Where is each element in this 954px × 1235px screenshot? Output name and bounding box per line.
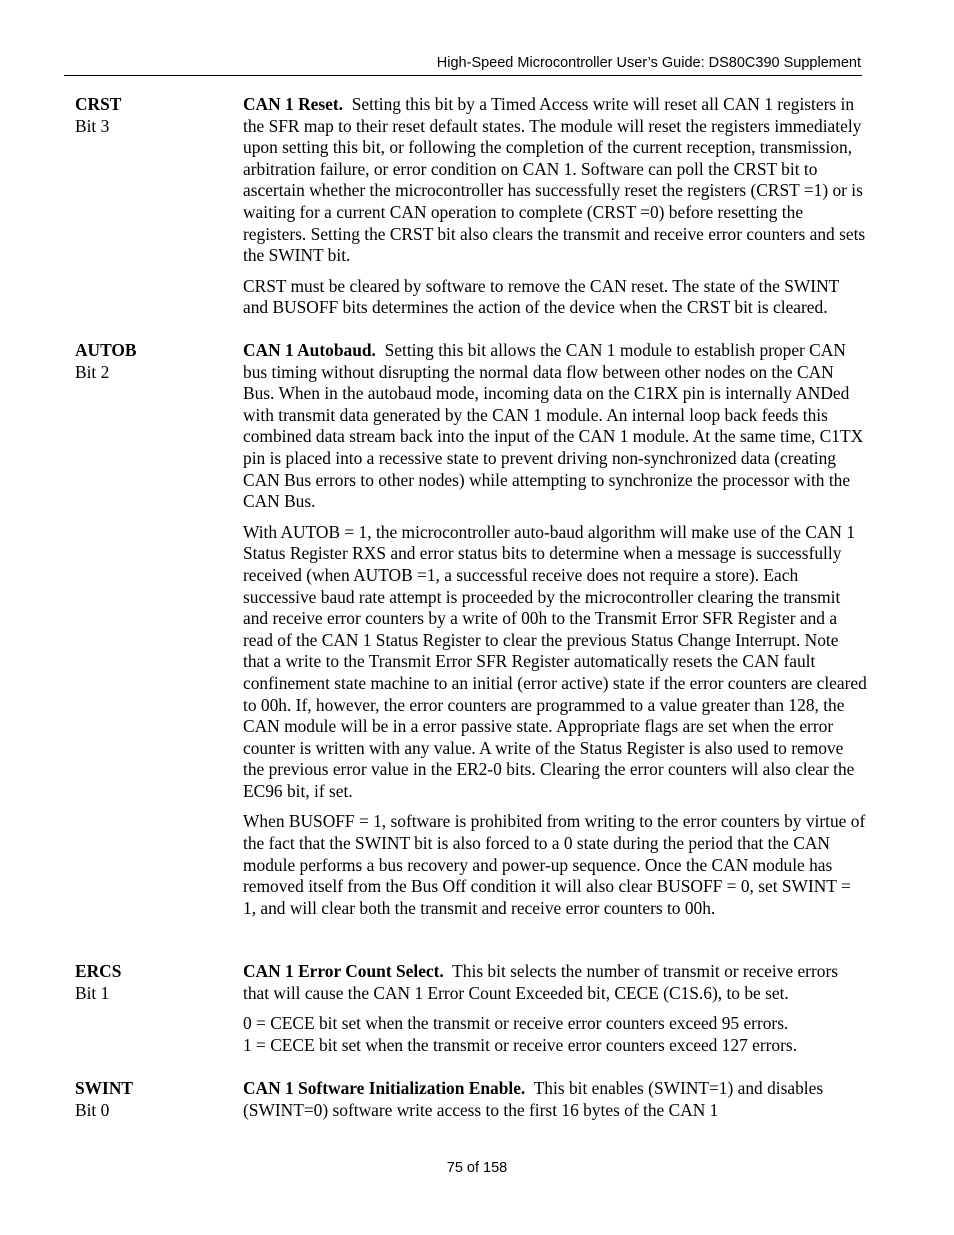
paragraph-text: This bit enables (SWINT=1) and disables (SWINT=0) software write access to the first 16 bytes of the CAN 1 [243, 1078, 824, 1120]
page-header-title: High-Speed Microcontroller User’s Guide: DS80C390 Supplement [436, 55, 861, 71]
bit-name: SWINT [75, 1078, 133, 1098]
bit-position: Bit 2 [75, 361, 110, 382]
description-lead: CAN 1 Reset. [243, 94, 343, 114]
bit-name: CRST [75, 94, 122, 114]
bit-term [75, 340, 225, 383]
bit-position: Bit 3 [75, 115, 110, 136]
description-lead: CAN 1 Autobaud. [243, 340, 376, 360]
bit-position: Bit 1 [75, 982, 110, 1003]
description-value-list: 0 = CECE bit set when the transmit or receive error counters exceed 95 errors. 1 = CECE bit set when the transmit or receive error counters exceed 127 errors. [243, 1013, 798, 1055]
description-lead: CAN 1 Error Count Select. [243, 961, 444, 981]
paragraph-text: This bit selects the number of transmit or receive errors that will cause the CAN 1 Error Count Exceeded bit, CECE (C1S.6), to be set. [243, 961, 839, 1003]
paragraph-text: Setting this bit allows the CAN 1 module to establish proper CAN bus timing without disrupting the normal data flow between other nodes on the CAN Bus. When in the autobaud mode, incoming data on the C1RX pin is internally ANDed with transmit data generated by the CAN 1 module. An internal loop back feeds this combined data stream back into the input of the CAN 1 module. At the same time, C1TX pin is placed into a recessive state to prevent driving non-synchronized data (creating CAN Bus errors to other nodes) while attempting to synchronize the processor with the CAN Bus. [243, 340, 864, 512]
bit-term [75, 961, 225, 1004]
description-paragraph: CRST must be cleared by software to remove the CAN reset. The state of the SWINT and BUSOFF bits determines the action of the device when the CRST bit is cleared. [243, 275, 839, 318]
bit-description [243, 94, 867, 319]
bit-description [243, 1078, 867, 1121]
description-lead: CAN 1 Software Initialization Enable. [243, 1078, 526, 1098]
description-paragraph [243, 961, 867, 1004]
bit-term [75, 94, 225, 137]
bit-name: ERCS [75, 961, 122, 981]
description-paragraph [243, 1078, 867, 1121]
page-number: 75 of 158 [446, 1160, 508, 1176]
paragraph-text: Setting this bit by a Timed Access write will reset all CAN 1 registers in the SFR map to their reset default states. The module will reset the registers immediately upon setting this bit, or following the completion of the current reception, transmission, arbitration failure, or error condition on CAN 1. Software can poll the CRST bit to ascertain whether the microcontroller has successfully reset the registers (CRST =1) or is waiting for a current CAN operation to complete (CRST =0) before resetting the registers. Setting the CRST bit also clears the transmit and receive error counters and sets the SWINT bit. [243, 94, 866, 266]
bit-name: AUTOB [75, 340, 137, 360]
bit-description [243, 340, 867, 919]
bit-position: Bit 0 [75, 1099, 110, 1120]
bit-description [243, 961, 867, 1056]
header-divider [64, 75, 862, 76]
description-paragraph [243, 94, 867, 267]
description-paragraph [243, 340, 867, 513]
description-paragraph: When BUSOFF = 1, software is prohibited from writing to the error counters by virtue of the fact that the SWINT bit is also forced to a 0 state during the period that the CAN module performs a bus recovery and power-up sequence. Once the CAN module has removed itself from the Bus Off condition it will also clear BUSOFF = 0, set SWINT = 1, and will clear both the transmit and receive error counters to 00h. [243, 811, 866, 918]
bit-term [75, 1078, 225, 1121]
description-paragraph: With AUTOB = 1, the microcontroller auto-baud algorithm will make use of the CAN 1 Status Register RXS and error status bits to determine when a message is successfully received (when AUTOB =1, a successful receive does not require a store). Each successive baud rate attempt is proceeded by the microcontroller clearing the transmit and receive error counters by a write of 00h to the Transmit Error SFR Register and a read of the CAN 1 Status Register to clear the previous Status Change Interrupt. Note that a write to the Transmit Error SFR Register automatically resets the CAN fault confinement state machine to an initial (error active) state if the error counters are cleared to 00h. If, however, the error counters are programmed to a value greater than 128, the CAN module will be in a error passive state. Appropriate flags are set when the error counter is written with any value. A write of the Status Register is also used to remove the previous error value in the ER2-0 bits. Clearing the error counters will also clear the EC96 bit, if set. [243, 521, 867, 801]
